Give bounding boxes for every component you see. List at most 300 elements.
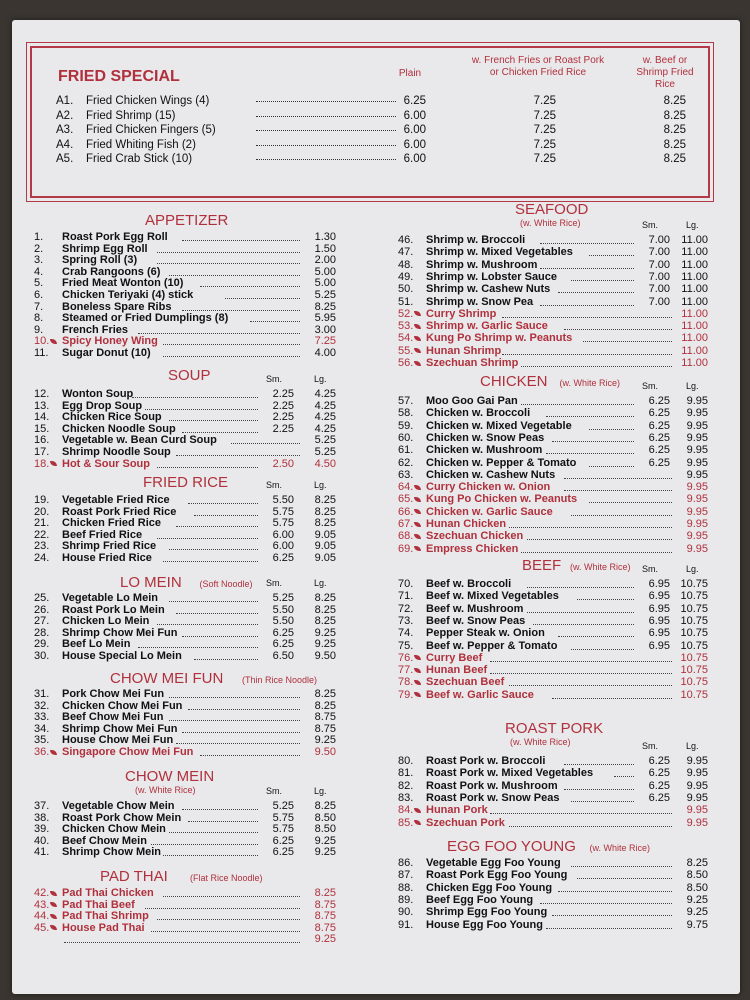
price-large: 9.50	[314, 746, 336, 758]
price-large: 11.00	[681, 234, 708, 246]
chili-icon	[414, 336, 421, 341]
item-code: A3.	[56, 124, 74, 136]
price-small: 6.25	[272, 846, 294, 859]
price-large: 9.95	[686, 505, 708, 518]
dot-leader	[540, 903, 672, 904]
item-name: Moo Goo Gai Pan	[426, 395, 518, 407]
item-number: 12.	[34, 388, 50, 400]
item-number: 91.	[398, 918, 414, 931]
price-large: 8.25	[686, 857, 708, 869]
item-number: 71.	[398, 590, 414, 603]
item-name: Sugar Donut (10)	[62, 347, 151, 359]
dot-leader	[194, 515, 258, 516]
item-number: 22.	[34, 528, 50, 541]
chili-icon	[414, 497, 421, 502]
price-large: 8.25	[314, 615, 336, 628]
item-number: 41.	[34, 846, 50, 859]
item-name: Chicken w. Mixed Vegetable	[426, 419, 572, 432]
section-title: PAD THAI	[100, 868, 168, 885]
price-small: 6.50	[272, 650, 294, 662]
price-large: 11.00	[681, 357, 708, 369]
price-large: 9.95	[686, 530, 708, 543]
item-number: 60.	[398, 431, 414, 444]
price-large: 9.75	[686, 918, 708, 931]
menu-item	[398, 857, 708, 870]
item-name: Fried Whiting Fish (2)	[86, 138, 196, 151]
fried-special-row	[56, 153, 696, 167]
dot-leader	[558, 891, 672, 892]
item-name: Roast Pork Egg Foo Young	[426, 869, 568, 882]
dot-leader	[231, 443, 300, 444]
item-number: 55.	[398, 345, 426, 358]
menu-item	[34, 650, 336, 663]
menu-item	[398, 283, 708, 296]
menu-item	[398, 817, 708, 830]
dot-leader	[533, 624, 634, 625]
menu-item	[398, 296, 708, 309]
item-name: Chicken Chow Mein	[62, 823, 166, 836]
item-name: Beef Chow Mein	[62, 834, 147, 847]
menu-item	[398, 481, 708, 494]
item-name: Hunan Shrimp	[426, 344, 502, 357]
large-header: Lg.	[686, 564, 699, 574]
item-number: 38.	[34, 811, 50, 824]
item-name: Chicken w. Cashew Nuts	[426, 468, 556, 481]
item-number: 10.	[34, 335, 62, 348]
item-name: Chicken w. Broccoli	[426, 407, 531, 420]
item-name: Hunan Beef	[426, 664, 488, 677]
item-name: Beef Egg Foo Young	[426, 893, 534, 906]
item-name: Egg Drop Soup	[62, 399, 143, 412]
menu-item	[398, 804, 708, 817]
price-large: 9.25	[686, 893, 708, 906]
dot-leader	[256, 130, 396, 131]
menu-item	[34, 552, 336, 565]
item-number: 80.	[398, 755, 414, 767]
menu-item	[398, 603, 708, 616]
item-number: 4.	[34, 265, 44, 278]
price-small: 5.75	[272, 517, 294, 530]
menu-item	[34, 458, 336, 471]
price-large: 11.00	[681, 283, 708, 296]
price-small: 6.00	[272, 528, 294, 541]
dot-leader	[256, 145, 396, 146]
item-name: Shrimp Chow Mein	[62, 846, 161, 859]
fried-special-title: FRIED SPECIAL	[58, 68, 180, 85]
dot-leader	[502, 354, 672, 355]
item-number: 72.	[398, 602, 414, 615]
item-number: 44.	[34, 910, 62, 923]
price-large: 9.05	[314, 552, 336, 564]
dot-leader	[490, 673, 672, 674]
price-small: 5.50	[272, 603, 294, 616]
section-title: BEEF	[522, 557, 562, 574]
price-large: 8.25	[314, 494, 336, 506]
item-name: Roast Pork Chow Mein	[62, 811, 182, 824]
dot-leader	[151, 844, 258, 845]
price-large: 4.50	[314, 457, 336, 470]
large-header: Lg.	[314, 480, 327, 490]
price-small: 6.25	[272, 552, 294, 564]
section-title: CHOW MEI FUN	[110, 670, 224, 687]
dot-leader	[509, 826, 672, 827]
fried-special-row	[56, 95, 696, 109]
section-title: CHICKEN	[480, 373, 548, 390]
dot-leader	[256, 159, 396, 160]
chili-icon	[414, 534, 421, 539]
dot-leader	[163, 855, 258, 856]
dot-leader	[157, 467, 258, 468]
dot-leader	[521, 404, 634, 405]
dot-leader	[589, 466, 634, 467]
item-name: Wonton Soup	[62, 388, 134, 400]
chili-icon	[50, 339, 57, 344]
price-large: 4.25	[314, 422, 336, 435]
item-name: Pad Thai Shrimp	[62, 910, 149, 923]
price-large: 8.75	[314, 898, 336, 911]
dot-leader	[176, 743, 300, 744]
menu-item	[34, 846, 336, 859]
menu-item	[398, 689, 708, 702]
chili-icon	[50, 925, 57, 930]
item-name: Roast Pork w. Broccoli	[426, 755, 546, 767]
price-small: 6.95	[648, 639, 670, 652]
item-name: House Special Lo Mein	[62, 650, 182, 662]
price-small: 2.25	[272, 399, 294, 412]
price-large: 2.00	[314, 254, 336, 267]
price-small: 2.50	[272, 457, 294, 470]
item-name: Shrimp w. Mixed Vegetables	[426, 246, 573, 259]
section-title: SEAFOOD	[515, 201, 589, 218]
dot-leader	[564, 478, 672, 479]
item-name: Empress Chicken	[426, 542, 519, 555]
price-large: 10.75	[680, 627, 708, 640]
price-large: 11.00	[681, 246, 708, 259]
item-name: Kung Po Shrimp w. Peanuts	[426, 332, 573, 345]
item-name: Beef w. Broccoli	[426, 578, 512, 590]
dot-leader	[176, 455, 300, 456]
fries-header: w. French Fries or Roast Pork or Chicken Fried Rice	[471, 55, 605, 78]
item-number: 82.	[398, 779, 414, 792]
dot-leader	[132, 397, 258, 398]
item-name: Shrimp Egg Roll	[62, 242, 148, 255]
item-number: 8.	[34, 312, 44, 325]
dot-leader	[552, 441, 634, 442]
item-name: Hunan Pork	[426, 804, 488, 817]
menu-item	[398, 234, 708, 247]
section-subtitle: (w. White Rice)	[559, 378, 621, 388]
item-name: Pad Thai Chicken	[62, 887, 154, 899]
item-name: Fried Meat Wonton (10)	[62, 277, 184, 290]
price-large: 8.50	[686, 881, 708, 894]
price-small: 6.25	[648, 456, 670, 469]
item-number: 65.	[398, 493, 426, 506]
dot-leader	[163, 896, 300, 897]
price-large: 4.00	[314, 347, 336, 359]
item-number: 89.	[398, 893, 414, 906]
price-plain: 6.00	[403, 124, 426, 136]
item-name: Chicken w. Garlic Sauce	[426, 505, 553, 518]
large-header: Lg.	[314, 578, 327, 588]
large-header: Lg.	[686, 381, 699, 391]
price-small: 5.50	[272, 615, 294, 628]
small-header: Sm.	[642, 564, 659, 574]
price-large: 9.95	[686, 419, 708, 432]
section-title: ROAST PORK	[505, 720, 604, 737]
small-header: Sm.	[642, 381, 659, 391]
dot-leader	[256, 101, 396, 102]
item-number: 70.	[398, 578, 414, 590]
item-name: Roast Pork w. Snow Peas	[426, 791, 560, 804]
item-name: Boneless Spare Ribs	[62, 300, 172, 313]
item-name: Shrimp w. Lobster Sauce	[426, 270, 558, 283]
dot-leader	[490, 813, 672, 814]
item-name: Chicken w. Mushroom	[426, 444, 543, 457]
section-subtitle: (w. White Rice)	[570, 562, 631, 572]
item-number: 83.	[398, 791, 414, 804]
item-number: 30.	[34, 650, 50, 662]
item-number: 67.	[398, 518, 426, 531]
price-large: 8.25	[314, 688, 336, 700]
price-small: 5.75	[272, 823, 294, 836]
price-large: 8.25	[314, 699, 336, 712]
item-name: Beef Chow Mei Fun	[62, 711, 164, 724]
dot-leader	[558, 292, 634, 293]
menu-item	[398, 493, 708, 506]
price-small: 7.00	[648, 258, 670, 271]
price-large: 11.00	[681, 344, 708, 357]
chili-icon	[414, 692, 421, 697]
price-large: 9.95	[686, 468, 708, 481]
dot-leader	[157, 538, 258, 539]
dot-leader	[527, 587, 634, 588]
dot-leader	[540, 305, 634, 306]
dot-leader	[169, 601, 258, 602]
small-header: Sm.	[642, 741, 659, 751]
menu-item	[398, 407, 708, 420]
item-name: Roast Pork w. Mixed Vegetables	[426, 767, 594, 780]
item-code: A1.	[56, 95, 74, 107]
item-number: 19.	[34, 494, 50, 506]
price-small: 6.25	[648, 395, 670, 407]
price-large: 9.95	[686, 407, 708, 420]
price-small: 5.25	[272, 800, 294, 812]
menu-item	[398, 792, 708, 805]
item-number: 90.	[398, 906, 414, 919]
dot-leader	[188, 709, 300, 710]
menu-item	[398, 676, 708, 689]
dot-leader	[188, 821, 258, 822]
dot-leader	[157, 624, 258, 625]
price-large: 10.75	[680, 639, 708, 652]
dot-leader	[571, 649, 634, 650]
price-large: 7.25	[314, 335, 336, 348]
item-number: 73.	[398, 614, 414, 627]
item-number: 20.	[34, 505, 50, 518]
menu-item	[34, 347, 336, 360]
price-small: 6.95	[648, 602, 670, 615]
item-name: Fried Chicken Fingers (5)	[86, 124, 216, 136]
price-large: 9.25	[314, 933, 336, 946]
item-name: Shrimp w. Snow Pea	[426, 295, 534, 308]
price-small: 2.25	[272, 388, 294, 400]
dot-leader	[571, 866, 672, 867]
price-large: 8.50	[314, 823, 336, 836]
price-large: 9.95	[686, 395, 708, 407]
dot-leader	[564, 789, 634, 790]
dot-leader	[169, 420, 258, 421]
item-number: 79.	[398, 689, 426, 702]
small-header: Sm.	[642, 220, 659, 230]
dot-leader	[169, 549, 258, 550]
chili-icon	[414, 820, 421, 825]
dot-leader	[163, 561, 258, 562]
dot-leader	[182, 732, 300, 733]
chili-icon	[414, 485, 421, 490]
price-small: 7.00	[648, 283, 670, 296]
dot-leader	[558, 636, 634, 637]
item-name: Pepper Steak w. Onion	[426, 627, 545, 640]
dot-leader	[169, 275, 300, 276]
item-name: Hot & Sour Soup	[62, 457, 150, 470]
dot-leader	[163, 344, 300, 345]
dot-leader	[157, 252, 300, 253]
dot-leader	[521, 552, 672, 553]
item-name: House Chow Mei Fun	[62, 734, 174, 747]
large-header: Lg.	[314, 374, 327, 384]
price-large: 9.95	[686, 481, 708, 494]
item-name: French Fries	[62, 323, 129, 336]
price-beef: 8.25	[663, 109, 686, 122]
price-small: 5.75	[272, 505, 294, 518]
item-name: Curry Shrimp	[426, 307, 497, 320]
price-large: 1.30	[314, 231, 336, 243]
price-large: 9.95	[686, 755, 708, 767]
price-large: 9.95	[686, 542, 708, 555]
item-number: 86.	[398, 857, 414, 869]
price-large: 10.75	[680, 688, 708, 701]
dot-leader	[225, 298, 300, 299]
item-number: 47.	[398, 246, 414, 259]
price-large: 9.25	[314, 846, 336, 859]
small-header: Sm.	[266, 786, 283, 796]
item-name: Beef w. Mushroom	[426, 602, 524, 615]
price-large: 11.00	[681, 258, 708, 271]
dot-leader	[250, 321, 300, 322]
menu-item	[398, 345, 708, 358]
item-number: 51.	[398, 295, 414, 308]
large-header: Lg.	[314, 786, 327, 796]
menu-item	[398, 640, 708, 653]
price-large: 9.95	[686, 493, 708, 506]
item-name: Vegetable Fried Rice	[62, 494, 170, 506]
item-name: Shrimp w. Garlic Sauce	[426, 320, 548, 333]
item-number: 57.	[398, 395, 414, 407]
menu-item	[398, 259, 708, 272]
item-number: 24.	[34, 552, 50, 564]
price-small: 6.25	[648, 419, 670, 432]
dot-leader	[540, 243, 634, 244]
price-plain: 6.00	[403, 138, 426, 151]
item-name: Pork Chow Mei Fun	[62, 688, 165, 700]
price-large: 10.75	[680, 590, 708, 603]
item-number: 37.	[34, 800, 50, 812]
dot-leader	[540, 268, 634, 269]
menu-item	[398, 615, 708, 628]
price-plain: 6.00	[403, 153, 426, 165]
item-number: 5.	[34, 277, 44, 290]
menu-item	[398, 332, 708, 345]
dot-leader	[169, 720, 300, 721]
item-name: Hunan Chicken	[426, 518, 507, 530]
item-name: Chicken w. Pepper & Tomato	[426, 456, 577, 469]
item-name: Shrimp w. Broccoli	[426, 234, 526, 246]
item-number: 3.	[34, 254, 44, 267]
section-title: FRIED RICE	[143, 474, 229, 491]
menu-item	[398, 420, 708, 433]
item-number: 15.	[34, 422, 50, 435]
dot-leader	[157, 263, 300, 264]
item-name: Chicken w. Snow Peas	[426, 431, 545, 444]
price-large: 9.95	[686, 779, 708, 792]
dot-leader	[182, 636, 258, 637]
chili-icon	[414, 546, 421, 551]
price-large: 4.25	[314, 388, 336, 400]
item-name: Chicken Lo Mein	[62, 615, 150, 628]
price-small: 5.75	[272, 811, 294, 824]
price-large: 8.25	[314, 592, 336, 604]
price-large: 8.75	[314, 711, 336, 724]
menu-item	[398, 246, 708, 259]
item-name: Shrimp Noodle Soup	[62, 446, 171, 458]
item-code: A5.	[56, 153, 74, 165]
item-name: Roast Pork Fried Rice	[62, 505, 177, 518]
large-header: Lg.	[686, 741, 699, 751]
price-small: 6.95	[648, 578, 670, 590]
menu-item	[398, 906, 708, 919]
dot-leader	[176, 526, 258, 527]
price-large: 8.25	[314, 300, 336, 313]
price-large: 9.25	[314, 638, 336, 651]
price-small: 2.25	[272, 422, 294, 435]
item-number: 77.	[398, 664, 426, 677]
chili-icon	[50, 914, 57, 919]
price-large: 9.05	[314, 528, 336, 541]
item-number: 35.	[34, 734, 50, 747]
price-fries: 7.25	[533, 95, 556, 107]
item-number: 53.	[398, 320, 426, 333]
section-title: EGG FOO YOUNG	[447, 838, 576, 855]
price-small: 6.25	[272, 626, 294, 639]
menu-item	[34, 746, 336, 759]
item-number: 45.	[34, 922, 62, 935]
menu-item	[398, 271, 708, 284]
menu-item	[398, 590, 708, 603]
menu-item	[398, 320, 708, 333]
item-name: Chicken Fried Rice	[62, 517, 162, 530]
dot-leader	[138, 333, 300, 334]
item-name: Roast Pork Lo Mein	[62, 603, 165, 616]
price-large: 11.00	[681, 320, 708, 333]
item-number: 50.	[398, 283, 414, 296]
dot-leader	[176, 613, 258, 614]
section-title: SOUP	[168, 367, 211, 384]
item-name: Szechuan Shrimp	[426, 357, 519, 369]
item-number: 33.	[34, 711, 50, 724]
item-number: 1.	[34, 231, 44, 243]
item-name: Kung Po Chicken w. Peanuts	[426, 493, 578, 506]
price-beef: 8.25	[663, 124, 686, 136]
